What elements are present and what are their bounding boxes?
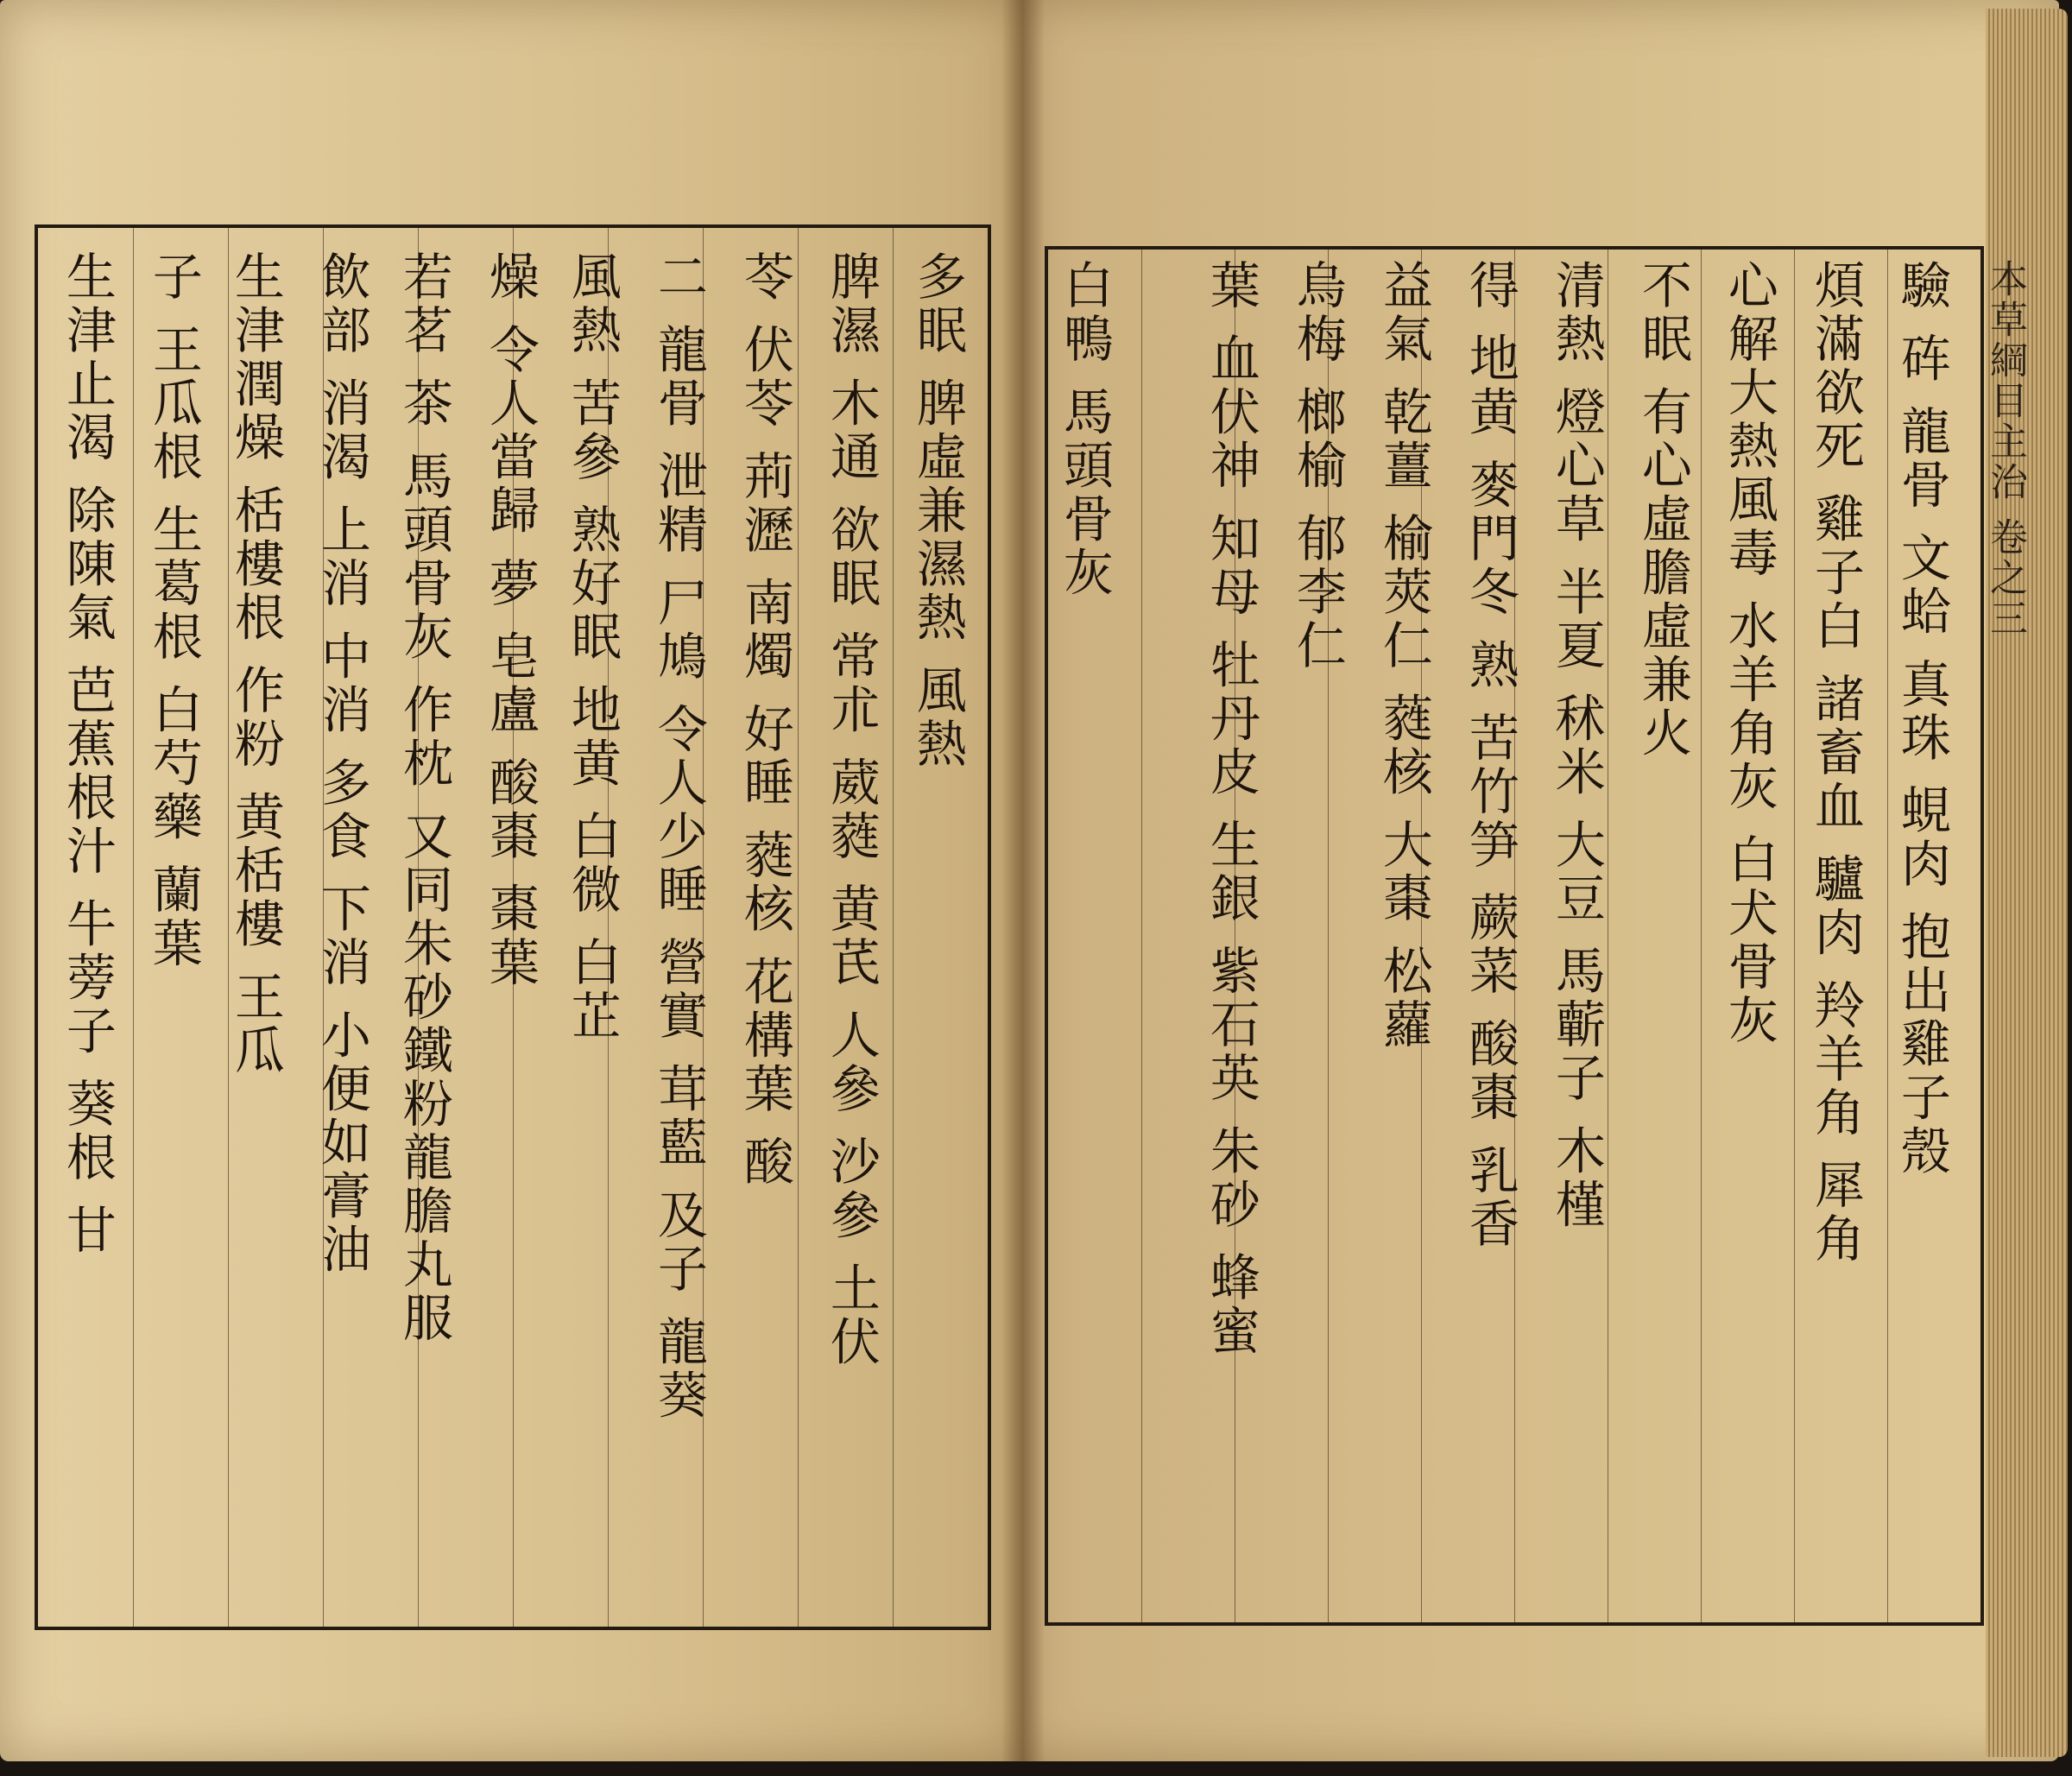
book-gutter <box>1001 0 1045 1761</box>
right-column: 烏梅 榔榆 郁李仁 <box>1287 259 1347 673</box>
right-column: 不眠 有心虛膽虛兼火 <box>1633 259 1692 761</box>
left-column: 風熱 苦參 熟好眠 地黄 白微 白芷 <box>562 250 622 1044</box>
left-column: 多眠 脾虛兼濕熱 風熱 <box>907 250 967 771</box>
left-column: 飲部 消渴 上消 中消 多食 下消 小便如膏油 <box>312 250 371 1277</box>
right-column: 驗 砗 龍骨 文蛤 真珠 蜆肉 抱出雞子殼 <box>1892 259 1951 1179</box>
running-head: 本草綱目主治 卷之三 <box>1983 259 2027 639</box>
left-column: 苓 伏苓 荊瀝 南燭 好睡 蕤核 花構葉 酸 <box>735 250 794 1190</box>
right-column: 葉 血伏神 知母 牡丹皮 生銀 紫石英 朱砂 蜂蜜 <box>1201 259 1260 1359</box>
left-column: 若茗 茶 馬頭骨灰 作枕 又同朱砂鐵粉龍膽丸服 <box>394 250 453 1345</box>
left-column: 燥 令人當歸 夢 皂盧 酸棗 棗葉 <box>480 250 540 990</box>
right-column: 益氣 乾薑 榆莢仁 蕤核 大棗 松蘿 <box>1374 259 1433 1052</box>
left-column: 脾濕 木通 欲眠 常朮 葳蕤 黄芪 人參 沙參 土伏 <box>821 250 881 1369</box>
right-column: 心解大熱風毒 水羊角灰 白犬骨灰 <box>1719 259 1778 1047</box>
left-column: 生津止渴 除陳氣 芭蕉根汁 牛蒡子 葵根 甘 <box>57 250 117 1258</box>
right-column: 煩滿欲死 雞子白 諸畜血 驢肉 羚羊角 犀角 <box>1805 259 1865 1267</box>
left-column: 生津潤燥 栝樓根 作粉 黄栝樓 王瓜 <box>225 250 285 1078</box>
right-column: 清熱 燈心草 半夏 秫米 大豆 馬蘄子 木槿 <box>1546 259 1606 1232</box>
right-column: 白鴨 馬頭骨灰 <box>1054 259 1114 600</box>
right-column: 得 地黄 麥門冬 熟 苦竹笋 蕨菜 酸棗 乳香 <box>1460 259 1519 1252</box>
left-column: 二 龍骨 泄精 尸鳩 令人少睡 營實 茸藍 及子 龍葵 <box>648 250 708 1423</box>
left-column: 子 王瓜根 生葛根 白芍藥 蘭葉 <box>143 250 203 970</box>
